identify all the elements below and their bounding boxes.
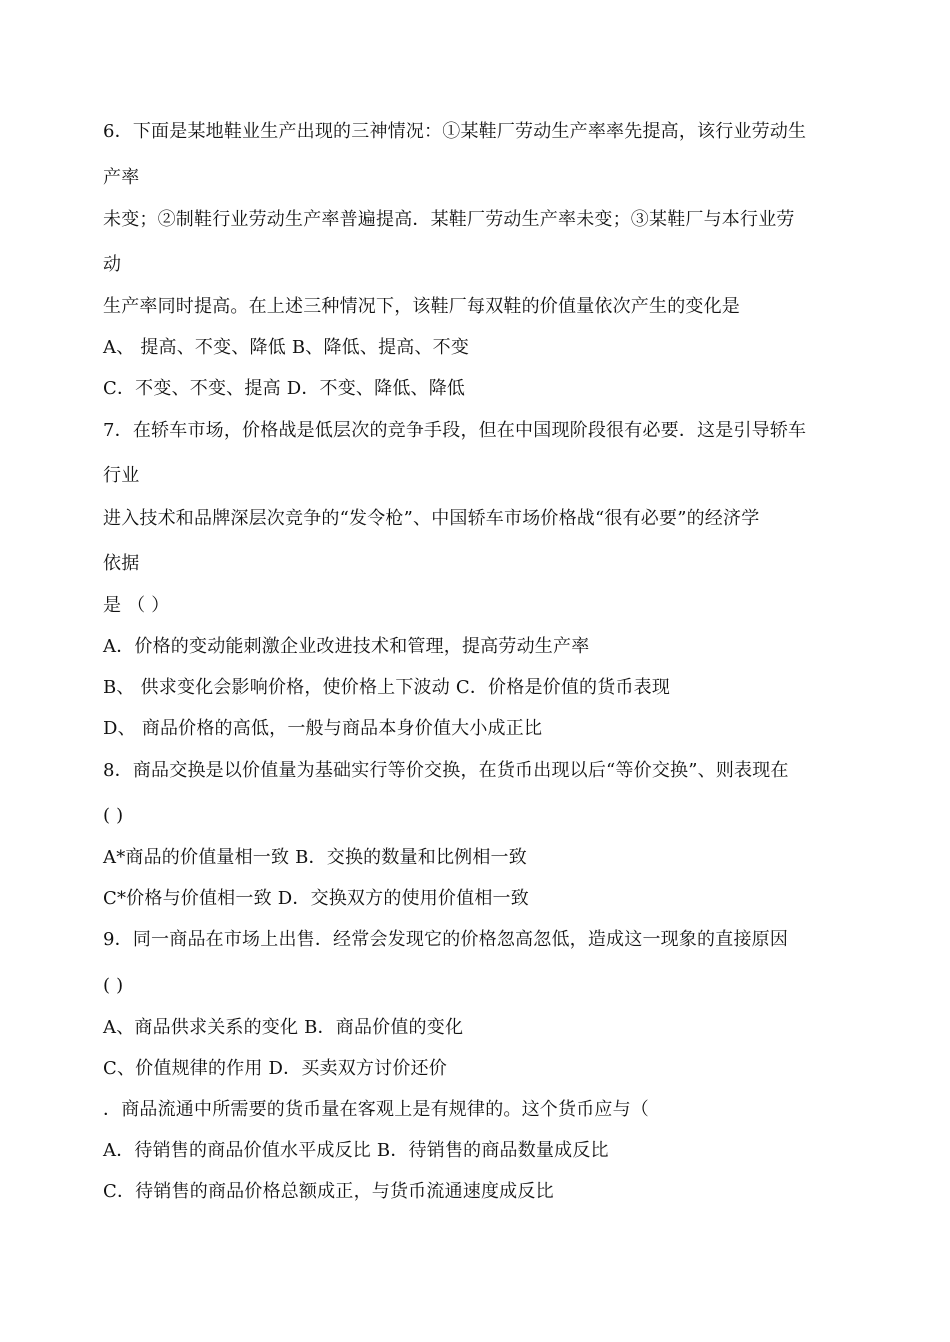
q6-line-2: 产率 [103, 167, 140, 188]
q6-options-ab: A、 提高、不变、降低 B、降低、提高、不变 [103, 337, 470, 358]
q8-options-cd: C*价格与价值相一致 D．交换双方的使用价值相一致 [103, 888, 529, 909]
q7-option-a: A．价格的变动能刺激企业改进技术和管理，提高劳动生产率 [103, 636, 590, 657]
q7-line-2: 行业 [103, 465, 140, 486]
q9-options-ab: A、商品供求关系的变化 B．商品价值的变化 [103, 1017, 464, 1038]
q10-line-1: ．商品流通中所需要的货币量在客观上是有规律的。这个货币应与（ [103, 1099, 649, 1120]
q7-line-4: 依据 [103, 553, 140, 574]
q6-line-1: 6．下面是某地鞋业生产出现的三神情况：①某鞋厂劳动生产率率先提高，该行业劳动生 [103, 121, 807, 142]
q6-line-4: 动 [103, 254, 122, 275]
q7-options-bc: B、 供求变化会影响价格，使价格上下波动 C．价格是价值的货币表现 [103, 677, 671, 698]
q6-line-3: 未变；②制鞋行业劳动生产率普遍提高．某鞋厂劳动生产率未变；③某鞋厂与本行业劳 [103, 209, 795, 230]
q7-line-3: 进入技术和品牌深层次竞争的“发令枪”、中国轿车市场价格战“很有必要”的经济学 [103, 508, 760, 529]
q9-line-2: ( ) [103, 975, 124, 996]
q6-line-5: 生产率同时提高。在上述三种情况下，该鞋厂每双鞋的价值量依次产生的变化是 [103, 296, 740, 317]
q9-line-1: 9．同一商品在市场上出售．经常会发现它的价格忽高忽低，造成这一现象的直接原因 [103, 929, 789, 950]
q8-line-1: 8．商品交换是以价值量为基础实行等价交换，在货币出现以后“等价交换”、则表现在 [103, 760, 789, 781]
q7-line-1: 7．在轿车市场，价格战是低层次的竞争手段，但在中国现阶段很有必要．这是引导轿车 [103, 420, 807, 441]
q10-option-c: C．待销售的商品价格总额成正，与货币流通速度成反比 [103, 1181, 554, 1202]
q10-options-ab: A．待销售的商品价值水平成反比 B．待销售的商品数量成反比 [103, 1140, 609, 1161]
q8-options-ab: A*商品的价值量相一致 B．交换的数量和比例相一致 [103, 847, 527, 868]
q9-options-cd: C、价值规律的作用 D．买卖双方讨价还价 [103, 1058, 447, 1079]
q7-option-d: D、 商品价格的高低，一般与商品本身价值大小成正比 [103, 718, 543, 739]
q8-line-2: ( ) [103, 805, 124, 826]
q6-options-cd: C．不变、不变、提高 D．不变、降低、降低 [103, 378, 466, 399]
q7-line-5: 是 （ ） [103, 595, 170, 616]
